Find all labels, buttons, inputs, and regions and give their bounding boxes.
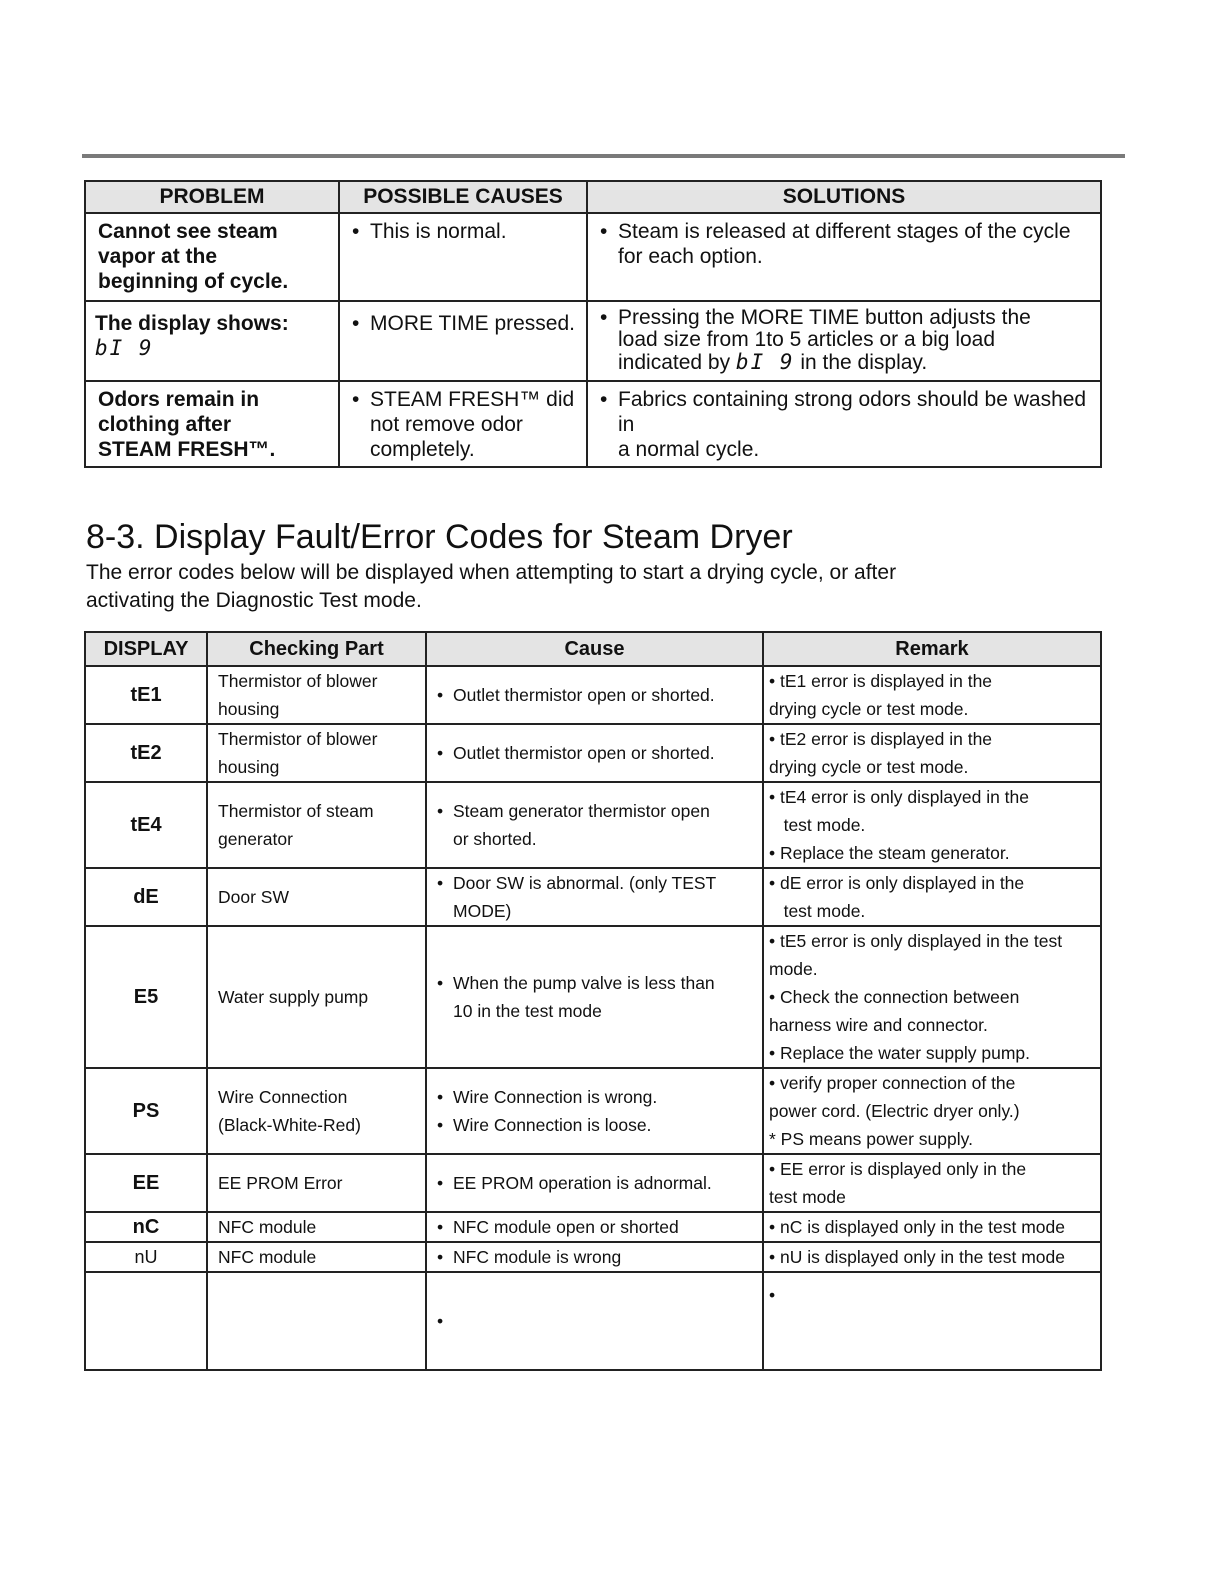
cause-cell (426, 724, 763, 782)
cause-cell (426, 1068, 763, 1154)
remark-line: • tE4 error is only displayed in the (769, 787, 1030, 807)
solution-line: Fabrics containing strong odors should be washed in (618, 388, 1087, 436)
solution-cell (587, 213, 1101, 301)
remark-line: • Replace the steam generator. (769, 843, 1010, 863)
cause-line: Outlet thermistor open or shorted. (453, 743, 715, 763)
error-codes-header-row (85, 632, 1101, 666)
problem-line: beginning of cycle. (98, 270, 289, 293)
checking-part-cell (207, 1068, 426, 1154)
bullet: • (437, 973, 444, 993)
checking-part-cell (207, 724, 426, 782)
checking-part-line: Thermistor of steam (218, 801, 374, 821)
cause-line: NFC module open or shorted (453, 1217, 679, 1237)
checking-part-line: Water supply pump (218, 987, 369, 1007)
checking-part-line: Thermistor of blower (218, 671, 378, 691)
display-code: nC (85, 1212, 207, 1242)
remark-line: power cord. (Electric dryer only.) (769, 1101, 1020, 1121)
remark-line: • tE5 error is only displayed in the test (769, 931, 1063, 951)
cause-cell (426, 782, 763, 868)
remark-line: • dE error is only displayed in the (769, 873, 1025, 893)
problem-line: vapor at the (98, 245, 218, 268)
cause-line: Wire Connection is wrong. (453, 1087, 658, 1107)
problem-line: STEAM FRESH™. (98, 438, 276, 461)
cause-line: MORE TIME pressed. (370, 312, 575, 335)
header-checking-part: Checking Part (207, 632, 426, 666)
remark-line: drying cycle or test mode. (769, 757, 969, 777)
bullet: • (437, 1217, 444, 1237)
cause-line: Door SW is abnormal. (only TEST (453, 873, 717, 893)
remark-line: • verify proper connection of the (769, 1073, 1016, 1093)
checking-part-cell (207, 926, 426, 1068)
solution-line: a normal cycle. (618, 438, 760, 461)
table-row (85, 213, 1101, 301)
checking-part-line: NFC module (218, 1217, 317, 1237)
bullet: • (437, 1311, 444, 1331)
table-row (85, 381, 1101, 467)
cause-cell (426, 1242, 763, 1272)
remark-cell (763, 1272, 1101, 1370)
remark-cell (763, 1068, 1101, 1154)
section-intro (86, 559, 1086, 615)
remark-line: test mode. (769, 815, 866, 835)
table-row (85, 1272, 1101, 1370)
problem-line: clothing after (98, 413, 232, 436)
display-code: PS (85, 1068, 207, 1154)
table-row (85, 1068, 1101, 1154)
table-row (85, 1242, 1101, 1272)
bullet: • (352, 312, 360, 335)
error-codes-table (84, 631, 1102, 1371)
remark-line: harness wire and connector. (769, 1015, 988, 1035)
remark-line: drying cycle or test mode. (769, 699, 969, 719)
cause-line: Outlet thermistor open or shorted. (453, 685, 715, 705)
remark-line: • nC is displayed only in the test mode (769, 1217, 1066, 1237)
problem-cell (85, 213, 339, 301)
checking-part-cell (207, 868, 426, 926)
remark-line: test mode. (769, 901, 866, 921)
solution-indicated-suffix: in the display. (800, 351, 928, 374)
table-row (85, 1154, 1101, 1212)
header-remark: Remark (763, 632, 1101, 666)
cause-line: NFC module is wrong (453, 1247, 622, 1267)
cause-cell (339, 301, 587, 381)
remark-line: • EE error is displayed only in the (769, 1159, 1027, 1179)
bullet: • (437, 1115, 444, 1135)
problem-line: Odors remain in (98, 388, 260, 411)
problem-line: Cannot see steam (98, 220, 278, 243)
bullet: • (437, 743, 444, 763)
solution-line: for each option. (618, 245, 763, 268)
cause-line: not remove odor (370, 413, 523, 436)
checking-part-cell (207, 1212, 426, 1242)
troubleshooting-header-row (85, 181, 1101, 213)
display-code: nU (85, 1242, 207, 1272)
bullet: • (437, 873, 444, 893)
display-readout: bI 9 (735, 350, 795, 374)
remark-cell (763, 926, 1101, 1068)
header-problem: PROBLEM (85, 181, 339, 213)
solution-line: load size from 1to 5 articles or a big load (618, 328, 996, 351)
problem-line: The display shows: (95, 312, 289, 335)
display-readout: bI 9 (95, 336, 154, 360)
cause-line: This is normal. (370, 220, 507, 243)
remark-cell (763, 1154, 1101, 1212)
table-row (85, 868, 1101, 926)
checking-part-line: EE PROM Error (218, 1173, 343, 1193)
remark-line: mode. (769, 959, 818, 979)
remark-line: * PS means power supply. (769, 1129, 973, 1149)
remark-line: • (769, 1285, 776, 1305)
bullet: • (437, 801, 444, 821)
remark-cell (763, 1242, 1101, 1272)
remark-line: • Replace the water supply pump. (769, 1043, 1030, 1063)
bullet: • (437, 1087, 444, 1107)
header-solutions: SOLUTIONS (587, 181, 1101, 213)
solution-indicated-prefix: indicated by (618, 351, 731, 374)
bullet: • (600, 220, 608, 243)
checking-part-cell (207, 1154, 426, 1212)
table-row (85, 926, 1101, 1068)
remark-line: • tE2 error is displayed in the (769, 729, 993, 749)
cause-line: completely. (370, 438, 475, 461)
bullet: • (437, 1173, 444, 1193)
display-code (85, 1272, 207, 1370)
checking-part-cell (207, 782, 426, 868)
solution-cell (587, 301, 1101, 381)
remark-cell (763, 724, 1101, 782)
cause-cell (426, 666, 763, 724)
problem-cell (85, 301, 339, 381)
solution-line (618, 351, 1031, 374)
checking-part-cell (207, 666, 426, 724)
remark-line: • nU is displayed only in the test mode (769, 1247, 1066, 1267)
checking-part-cell (207, 1242, 426, 1272)
cause-cell (426, 1154, 763, 1212)
remark-line: test mode (769, 1187, 846, 1207)
cause-cell (426, 926, 763, 1068)
display-code: E5 (85, 926, 207, 1068)
intro-line: activating the Diagnostic Test mode. (86, 589, 422, 612)
display-code: dE (85, 868, 207, 926)
checking-part-line: generator (218, 829, 293, 849)
solution-line: Steam is released at different stages of the cycle (618, 220, 1071, 243)
cause-cell (339, 213, 587, 301)
checking-part-line: housing (218, 757, 280, 777)
checking-part-line: NFC module (218, 1247, 317, 1267)
display-code: tE2 (85, 724, 207, 782)
section-title: 8-3. Display Fault/Error Codes for Steam Dryer (86, 518, 793, 556)
intro-line: The error codes below will be displayed when attempting to start a drying cycle, or after (86, 561, 897, 584)
cause-cell (426, 868, 763, 926)
remark-line: • tE1 error is displayed in the (769, 671, 993, 691)
checking-part-line: Wire Connection (218, 1087, 348, 1107)
bullet: • (600, 388, 608, 411)
cause-cell (426, 1212, 763, 1242)
troubleshooting-table (84, 180, 1102, 468)
table-row (85, 301, 1101, 381)
display-code: tE4 (85, 782, 207, 868)
cause-line: EE PROM operation is adnormal. (453, 1173, 712, 1193)
remark-cell (763, 666, 1101, 724)
bullet: • (352, 220, 360, 243)
remark-cell (763, 782, 1101, 868)
error-codes-body (85, 666, 1101, 1370)
cause-line: or shorted. (453, 829, 537, 849)
cause-line: When the pump valve is less than (453, 973, 715, 993)
bullet: • (600, 306, 608, 329)
cause-line: Steam generator thermistor open (453, 801, 710, 821)
remark-cell (763, 1212, 1101, 1242)
header-display: DISPLAY (85, 632, 207, 666)
top-rule (82, 154, 1125, 158)
remark-cell (763, 868, 1101, 926)
cause-line: Wire Connection is loose. (453, 1115, 652, 1135)
solution-line: Pressing the MORE TIME button adjusts the (618, 306, 1031, 329)
cause-line: MODE) (453, 901, 512, 921)
cause-line: 10 in the test mode (453, 1001, 602, 1021)
bullet: • (437, 685, 444, 705)
problem-cell (85, 381, 339, 467)
remark-line: • Check the connection between (769, 987, 1020, 1007)
cause-cell (339, 381, 587, 467)
table-row (85, 1212, 1101, 1242)
checking-part-cell (207, 1272, 426, 1370)
display-code: EE (85, 1154, 207, 1212)
bullet: • (352, 388, 360, 411)
bullet: • (437, 1247, 444, 1267)
table-row (85, 724, 1101, 782)
checking-part-line: Thermistor of blower (218, 729, 378, 749)
solution-cell (587, 381, 1101, 467)
checking-part-line: Door SW (218, 887, 289, 907)
table-row (85, 782, 1101, 868)
cause-line: STEAM FRESH™ did (370, 388, 575, 411)
table-row (85, 666, 1101, 724)
header-possible-causes: POSSIBLE CAUSES (339, 181, 587, 213)
cause-cell (426, 1272, 763, 1370)
checking-part-line: (Black-White-Red) (218, 1115, 361, 1135)
header-cause: Cause (426, 632, 763, 666)
checking-part-line: housing (218, 699, 280, 719)
display-code: tE1 (85, 666, 207, 724)
